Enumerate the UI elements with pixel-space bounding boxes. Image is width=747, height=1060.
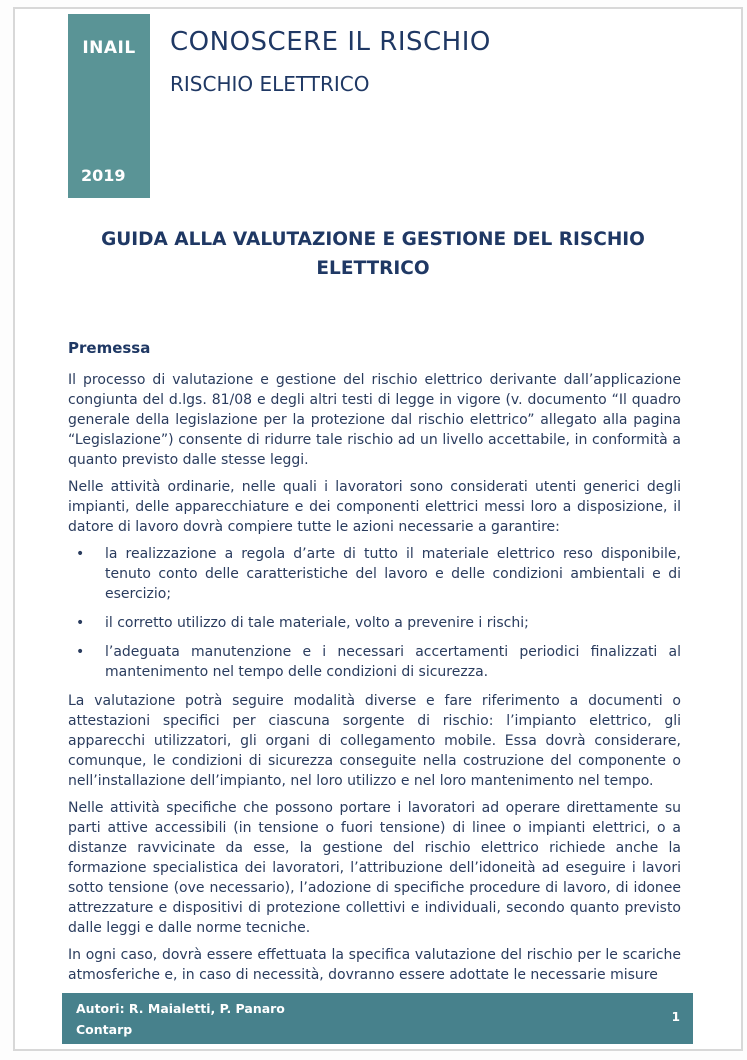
footer-unit: Contarp <box>76 1022 133 1037</box>
footer-authors: Autori: R. Maialetti, P. Panaro <box>76 1001 285 1016</box>
paragraph: In ogni caso, dovrà essere effettuata la specifica valutazione del rischio per le scariche atmosferiche e, in caso di necessità, dovranno essere adottate le necessarie misure <box>68 947 681 983</box>
series-title: CONOSCERE IL RISCHIO <box>170 27 491 57</box>
bullet-item: • l’adeguata manutenzione e i necessari accertamenti periodici finalizzati al mantenimento nel tempo delle condizioni di sicurezza. <box>68 642 681 682</box>
bullet-list <box>68 544 681 682</box>
document-title: GUIDA ALLA VALUTAZIONE E GESTIONE DEL RISCHIO ELETTRICO <box>101 229 645 279</box>
paragraph: Nelle attività ordinarie, nelle quali i lavoratori sono considerati utenti generici degli impianti, delle apparecchiature e dei componenti elettrici messi loro a disposizione, il datore di lavoro dovrà compiere tutte le azioni necessarie a garantire: <box>68 479 681 535</box>
bullet-item: • la realizzazione a regola d’arte di tutto il materiale elettrico reso disponibile, tenuto conto delle caratteristiche del lavoro e delle condizioni ambientali e di esercizio; <box>68 544 681 604</box>
section-heading-premessa: Premessa <box>68 339 151 357</box>
page-number: 1 <box>671 1010 680 1024</box>
inail-logo: INAIL <box>82 38 136 58</box>
logo-year: 2019 <box>81 166 126 185</box>
footer-bar <box>62 993 693 1044</box>
paragraph: Nelle attività specifiche che possono portare i lavoratori ad operare direttamente su parti attive accessibili (in tensione o fuori tensione) di linee o impianti elettrici, o a distanze ravvicinate da esse, la gestione del rischio elettrico richiede anche la formazione specialistica dei lavoratori, l’attribuzione dell’idoneità ad eseguire i lavori sotto tensione (ove necessario), l’adozione di specifiche procedure di lavoro, di idonee attrezzature e dispositivi di protezione collettivi e individuali, secondo quanto previsto dalle leggi e dalle norme tecniche. <box>68 800 681 936</box>
bullet-item: • il corretto utilizzo di tale materiale, volto a prevenire i rischi; <box>68 613 681 633</box>
inail-logo-box <box>68 14 150 198</box>
document-body <box>68 338 681 992</box>
paragraph: La valutazione potrà seguire modalità diverse e fare riferimento a documenti o attestazioni specifici per ciascuna sorgente di rischio: l’impianto elettrico, gli apparecchi utilizzatori, gli organi di collegamento mobile. Essa dovrà considerare, comunque, le condizioni di sicurezza conseguite nella costruzione del componente o nell’installazione dell’impianto, nel loro utilizzo e nel loro mantenimento nel tempo. <box>68 693 681 789</box>
paragraph: Il processo di valutazione e gestione del rischio elettrico derivante dall’applicazione congiunta del d.lgs. 81/08 e degli altri testi di legge in vigore (v. documento “Il quadro generale della legislazione per la protezione dal rischio elettrico” allegato alla pagina “Legislazione”) consente di ridurre tale rischio ad un livello accettabile, in conformità a quanto previsto dalle stesse leggi. <box>68 372 681 468</box>
series-subtitle: RISCHIO ELETTRICO <box>170 72 370 96</box>
